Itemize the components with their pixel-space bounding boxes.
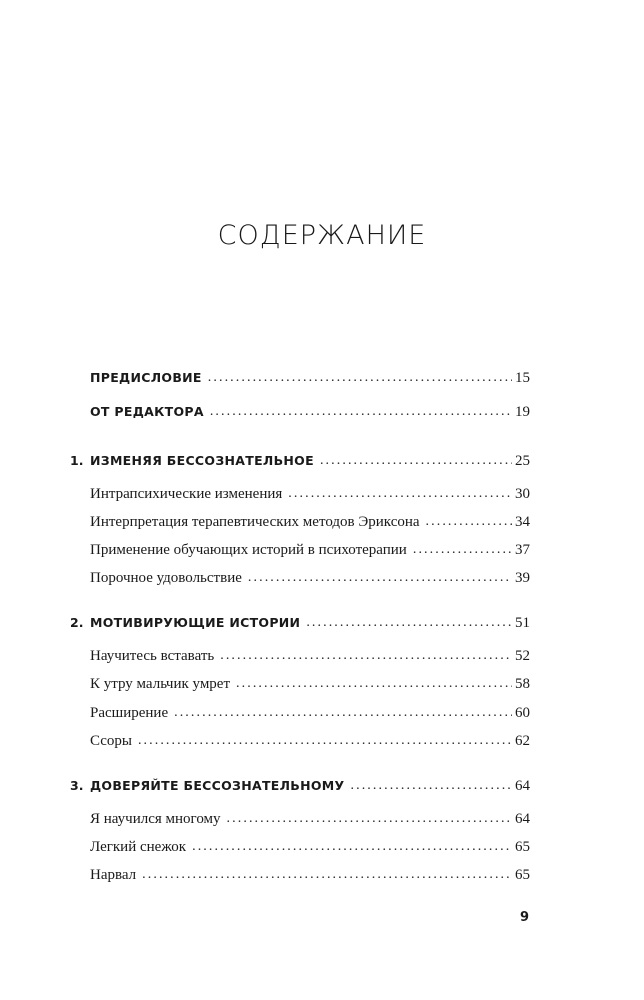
dot-leader [236, 676, 512, 692]
toc-entry-label: МОТИВИРУЮЩИЕ ИСТОРИИ [90, 615, 301, 630]
dot-leader [320, 453, 512, 469]
toc-chapter-entry[interactable] [70, 453, 530, 475]
dot-leader [210, 404, 512, 420]
toc-entry-label: Интерпретация терапевтических методов Эриксона [90, 514, 420, 530]
toc-entry-label: Легкий снежок [90, 839, 187, 855]
toc-entry[interactable] [90, 705, 530, 727]
toc-entry-label: Расширение [90, 705, 169, 721]
chapter-number: 1. [70, 453, 84, 468]
toc-entry-label: Интрапсихические изменения [90, 486, 283, 502]
toc-entry-page: 65 [515, 867, 530, 883]
toc-entry-page: 25 [515, 453, 530, 469]
toc-entry-page: 58 [515, 676, 530, 692]
toc-entry[interactable] [90, 676, 530, 698]
toc-chapter-entry[interactable] [70, 615, 530, 637]
dot-leader [248, 570, 512, 586]
toc-entry[interactable] [90, 404, 530, 426]
toc-entry-label: Применение обучающих историй в психотерапии [90, 542, 407, 558]
toc-entry-label: ПРЕДИСЛОВИЕ [90, 370, 202, 385]
toc-entry-label: Ссоры [90, 733, 132, 749]
page-title: СОДЕРЖАНИЕ [217, 220, 427, 251]
toc-entry-page: 34 [515, 514, 530, 530]
dot-leader [413, 542, 512, 558]
dot-leader [208, 370, 512, 386]
toc-entry[interactable] [90, 542, 530, 564]
toc-entry-page: 64 [515, 778, 530, 794]
toc-entry-label: Порочное удовольствие [90, 570, 242, 586]
toc-chapter-entry[interactable] [70, 778, 530, 800]
toc-entry[interactable] [90, 514, 530, 536]
chapter-number: 3. [70, 778, 84, 793]
toc-entry-page: 65 [515, 839, 530, 855]
dot-leader [227, 811, 512, 827]
dot-leader [351, 778, 513, 794]
toc-entry[interactable] [90, 811, 530, 833]
toc-entry[interactable] [90, 839, 530, 861]
toc-entry-label: Научитесь вставать [90, 648, 215, 664]
dot-leader [174, 705, 512, 721]
dot-leader [220, 648, 512, 664]
chapter-number: 2. [70, 615, 84, 630]
toc-entry[interactable] [90, 733, 530, 755]
toc-entry-page: 51 [515, 615, 530, 631]
toc-entry-label: Нарвал [90, 867, 137, 883]
dot-leader [192, 839, 512, 855]
toc-entry-page: 62 [515, 733, 530, 749]
toc-entry[interactable] [90, 867, 530, 889]
toc-entry[interactable] [90, 648, 530, 670]
toc-entry-label: К утру мальчик умрет [90, 676, 231, 692]
toc-entry-page: 64 [515, 811, 530, 827]
dot-leader [138, 733, 512, 749]
dot-leader [306, 615, 512, 631]
toc-entry-page: 39 [515, 570, 530, 586]
toc-entry-page: 15 [515, 370, 530, 386]
toc-entry-label: ОТ РЕДАКТОРА [90, 404, 204, 419]
dot-leader [426, 514, 512, 530]
page-number: 9 [520, 910, 530, 925]
toc-entry-page: 60 [515, 705, 530, 721]
toc-entry-label: ДОВЕРЯЙТЕ БЕССОЗНАТЕЛЬНОМУ [90, 778, 345, 793]
toc-entry-page: 52 [515, 648, 530, 664]
toc-entry-label: ИЗМЕНЯЯ БЕССОЗНАТЕЛЬНОЕ [90, 453, 314, 468]
toc-entry-page: 30 [515, 486, 530, 502]
toc-entry[interactable] [90, 570, 530, 592]
toc-entry-label: Я научился многому [90, 811, 221, 827]
dot-leader [288, 486, 512, 502]
toc-entry[interactable] [90, 486, 530, 508]
toc-entry[interactable] [90, 370, 530, 392]
dot-leader [142, 867, 512, 883]
toc-entry-page: 37 [515, 542, 530, 558]
toc-entry-page: 19 [515, 404, 530, 420]
